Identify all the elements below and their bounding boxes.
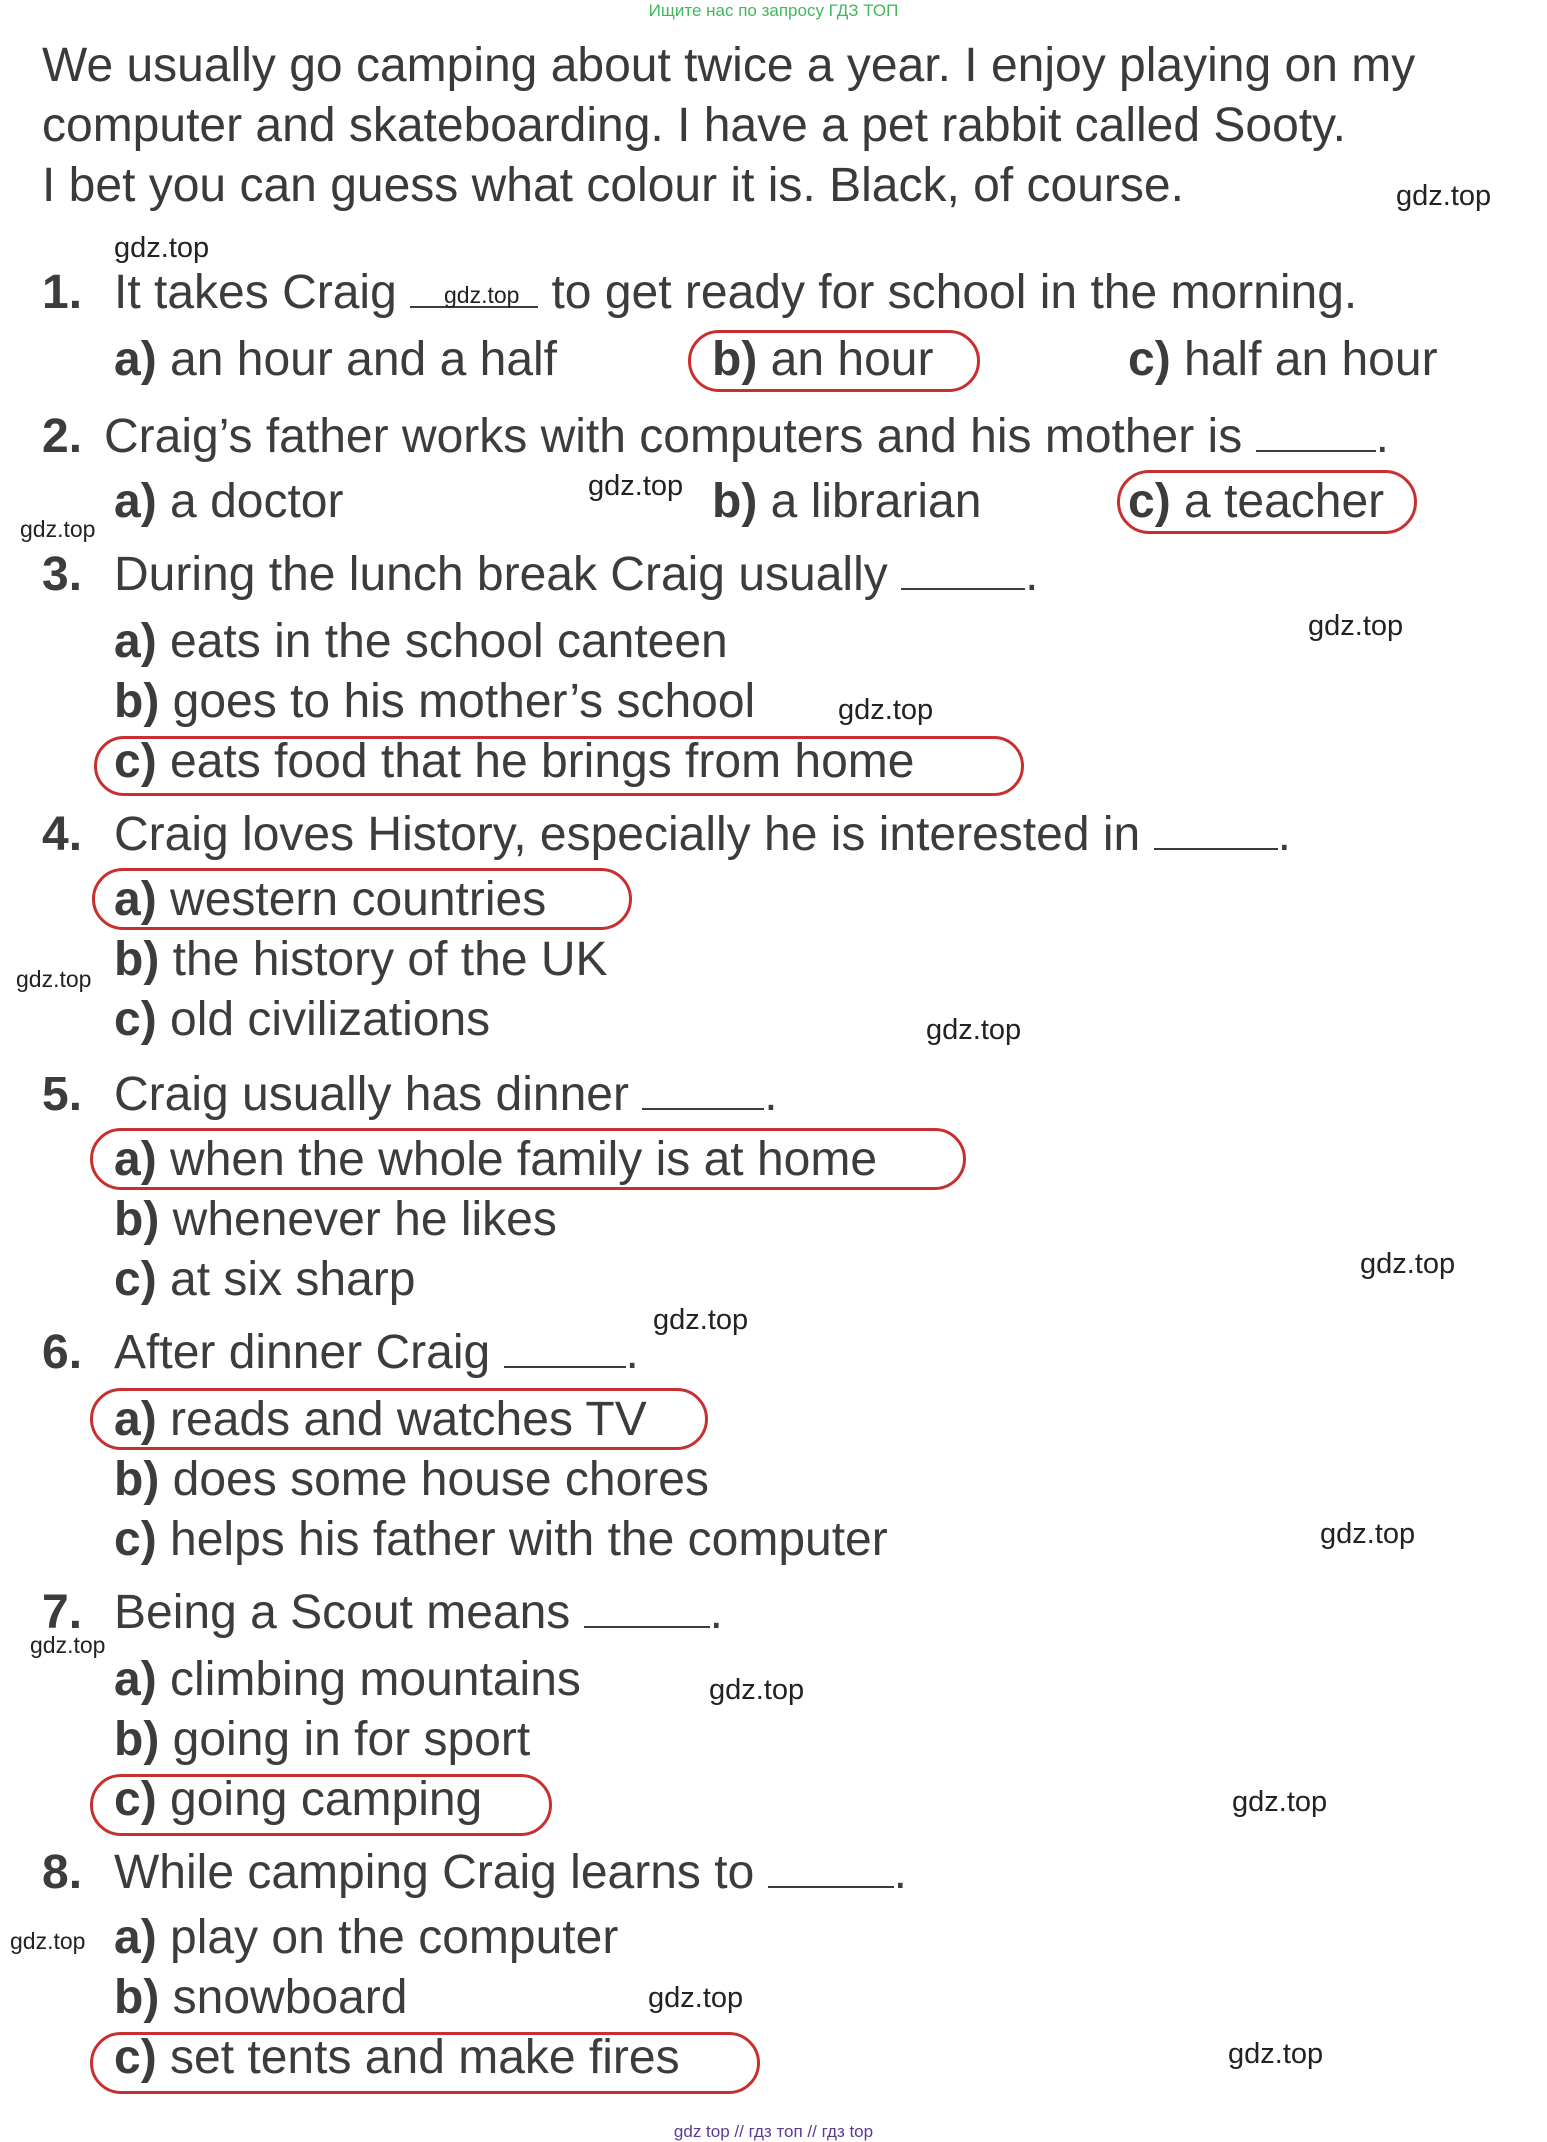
option-letter: b)	[712, 475, 758, 528]
watermark: gdz.top	[648, 1982, 744, 2014]
answer-blank	[1256, 406, 1376, 452]
option-text: a teacher	[1184, 475, 1385, 528]
option-letter: a)	[114, 1133, 157, 1186]
question-number: 5.	[42, 1068, 83, 1121]
watermark: gdz.top	[444, 282, 520, 308]
option-4c	[114, 990, 490, 1050]
answer-blank	[1154, 804, 1278, 850]
answer-circle-8c	[90, 2032, 760, 2094]
option-1c	[1128, 330, 1438, 390]
watermark: gdz.top	[1320, 1518, 1416, 1550]
option-letter: a)	[114, 1653, 157, 1706]
option-text: whenever he likes	[172, 1193, 557, 1246]
option-letter: c)	[1128, 333, 1171, 386]
answer-circle-2c	[1117, 470, 1417, 534]
option-text: eats food that he brings from home	[170, 735, 915, 788]
watermark: gdz.top	[1396, 180, 1492, 212]
question-text-after: .	[625, 1326, 639, 1379]
question-8	[42, 1842, 907, 1903]
watermark: gdz.top	[1308, 610, 1404, 642]
answer-circle-3c	[94, 736, 1024, 796]
question-text-after: .	[1025, 548, 1039, 601]
option-text: helps his father with the computer	[170, 1513, 888, 1566]
option-text: half an hour	[1184, 333, 1438, 386]
option-text: going camping	[170, 1773, 483, 1826]
answer-blank	[768, 1842, 894, 1888]
option-letter: c)	[114, 1253, 157, 1306]
question-text-before: Craig loves History, especially he is interested in	[114, 808, 1141, 861]
option-letter: a)	[114, 873, 157, 926]
intro-paragraph	[42, 36, 1532, 216]
footer-links[interactable]: gdz top // гдз топ // гдз top	[673, 2122, 874, 2141]
option-text: old civilizations	[170, 993, 491, 1046]
answer-blank	[642, 1064, 764, 1110]
watermark: gdz.top	[926, 1014, 1022, 1046]
option-letter: b)	[114, 1453, 160, 1506]
question-2	[42, 406, 1389, 467]
question-text-before: Being a Scout means	[114, 1586, 571, 1639]
option-text: western countries	[170, 873, 547, 926]
option-text: going in for sport	[172, 1713, 531, 1766]
watermark: gdz.top	[1360, 1248, 1456, 1280]
answer-circle-7c	[90, 1774, 552, 1836]
watermark: gdz.top	[1232, 1786, 1328, 1818]
question-text-after: .	[709, 1586, 723, 1639]
question-text-before: Craig’s father works with computers and his mother is	[104, 410, 1243, 463]
option-letter: a)	[114, 1911, 157, 1964]
question-3	[42, 544, 1038, 605]
watermark: gdz.top	[588, 470, 684, 502]
option-letter: b)	[114, 1971, 160, 2024]
intro-line: computer and skateboarding. I have a pet rabbit called Sooty.	[42, 99, 1346, 152]
question-6	[42, 1322, 639, 1383]
option-letter: a)	[114, 615, 157, 668]
option-8a	[114, 1908, 618, 1968]
option-letter: b)	[114, 1193, 160, 1246]
option-letter: b)	[114, 933, 160, 986]
question-text-after: .	[764, 1068, 778, 1121]
option-letter: a)	[114, 333, 157, 386]
option-2b	[712, 472, 981, 532]
question-7	[42, 1582, 723, 1643]
option-text: a librarian	[770, 475, 982, 528]
watermark: gdz.top	[653, 1304, 749, 1336]
intro-line: We usually go camping about twice a year. I enjoy playing on my	[42, 39, 1416, 92]
question-text-before: It takes Craig	[114, 266, 397, 319]
answer-circle-4a	[92, 868, 632, 930]
watermark: gdz.top	[30, 1632, 106, 1658]
option-7a	[114, 1650, 581, 1710]
option-letter: c)	[1128, 475, 1171, 528]
question-text-before: During the lunch break Craig usually	[114, 548, 888, 601]
question-number: 3.	[42, 548, 83, 601]
option-3b	[114, 672, 755, 732]
option-4b	[114, 930, 608, 990]
option-2a	[114, 472, 343, 532]
question-text-before: Craig usually has dinner	[114, 1068, 629, 1121]
option-letter: b)	[712, 333, 758, 386]
answer-blank	[901, 544, 1025, 590]
option-letter: c)	[114, 2031, 157, 2084]
watermark: gdz.top	[20, 516, 96, 542]
option-letter: c)	[114, 1513, 157, 1566]
watermark: gdz.top	[114, 232, 210, 264]
option-text: an hour	[770, 333, 934, 386]
option-3a	[114, 612, 728, 672]
question-number: 1.	[42, 266, 83, 319]
question-number: 8.	[42, 1846, 83, 1899]
top-banner[interactable]: Ищите нас по запросу ГДЗ ТОП	[648, 1, 899, 20]
question-5	[42, 1064, 778, 1125]
option-text: at six sharp	[170, 1253, 416, 1306]
answer-circle-1b	[688, 330, 980, 392]
question-text-after: .	[1277, 808, 1291, 861]
option-letter: b)	[114, 675, 160, 728]
watermark: gdz.top	[709, 1674, 805, 1706]
option-text: a doctor	[170, 475, 344, 528]
option-letter: c)	[114, 1773, 157, 1826]
question-text-before: After dinner Craig	[114, 1326, 491, 1379]
question-number: 2.	[42, 410, 83, 463]
option-1a	[114, 330, 557, 390]
answer-blank	[504, 1322, 626, 1368]
question-number: 4.	[42, 808, 83, 861]
option-text: when the whole family is at home	[170, 1133, 878, 1186]
question-text-after: .	[1375, 410, 1389, 463]
answer-blank	[584, 1582, 710, 1628]
answer-circle-6a	[90, 1388, 708, 1450]
question-text-before: While camping Craig learns to	[114, 1846, 755, 1899]
option-text: does some house chores	[172, 1453, 709, 1506]
answer-circle-5a	[90, 1128, 966, 1190]
watermark: gdz.top	[10, 1928, 86, 1954]
question-number: 7.	[42, 1586, 83, 1639]
option-text: reads and watches TV	[170, 1393, 647, 1446]
watermark: gdz.top	[838, 694, 934, 726]
option-text: goes to his mother’s school	[172, 675, 756, 728]
option-letter: c)	[114, 735, 157, 788]
intro-line: I bet you can guess what colour it is. Black, of course.	[42, 159, 1184, 212]
option-text: eats in the school canteen	[170, 615, 728, 668]
option-text: play on the computer	[170, 1911, 619, 1964]
watermark: gdz.top	[1228, 2038, 1324, 2070]
question-4	[42, 804, 1291, 865]
option-5b	[114, 1190, 557, 1250]
option-text: climbing mountains	[170, 1653, 581, 1706]
option-6c	[114, 1510, 888, 1570]
question-number: 6.	[42, 1326, 83, 1379]
option-8b	[114, 1968, 407, 2028]
option-text: the history of the UK	[172, 933, 608, 986]
watermark: gdz.top	[16, 966, 92, 992]
option-text: set tents and make fires	[170, 2031, 680, 2084]
question-text-after: to get ready for school in the morning.	[551, 266, 1358, 319]
option-text: an hour and a half	[170, 333, 558, 386]
option-6b	[114, 1450, 709, 1510]
question-1	[42, 262, 1357, 323]
option-letter: a)	[114, 1393, 157, 1446]
question-text-after: .	[893, 1846, 907, 1899]
option-5c	[114, 1250, 415, 1310]
option-7b	[114, 1710, 530, 1770]
option-letter: c)	[114, 993, 157, 1046]
option-letter: b)	[114, 1713, 160, 1766]
option-text: snowboard	[172, 1971, 408, 2024]
option-letter: a)	[114, 475, 157, 528]
